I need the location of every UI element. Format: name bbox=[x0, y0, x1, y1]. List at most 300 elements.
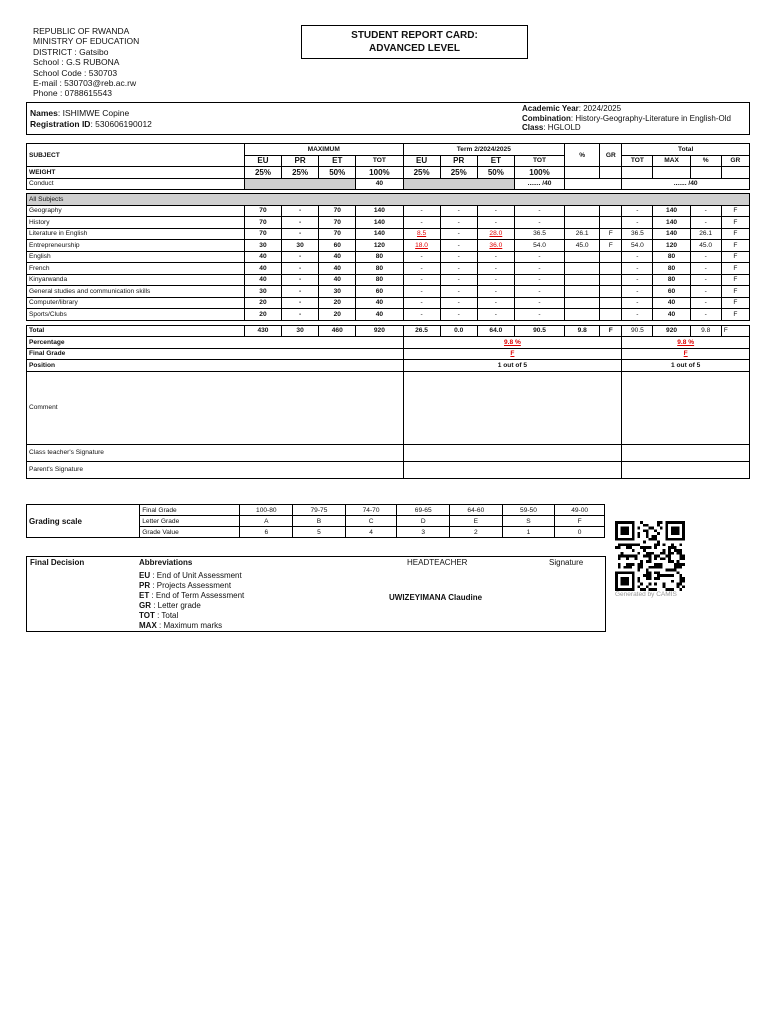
term-et bbox=[477, 240, 514, 252]
abbreviation-key: PR bbox=[139, 581, 151, 590]
max-eu: 30 bbox=[244, 240, 281, 252]
grading-row-name: Final Grade bbox=[140, 505, 240, 516]
term-gr: F bbox=[600, 228, 622, 240]
total-gr: F bbox=[721, 325, 749, 337]
term-tot: - bbox=[514, 309, 564, 321]
max-tot: 80 bbox=[356, 263, 403, 275]
term-et: - bbox=[477, 251, 514, 263]
max-et: 70 bbox=[319, 217, 356, 229]
title-line-2: ADVANCED LEVEL bbox=[369, 43, 460, 54]
subject-name: English bbox=[27, 251, 245, 263]
term-gr bbox=[600, 274, 622, 286]
total-tot: - bbox=[622, 274, 653, 286]
term-eu: - bbox=[403, 263, 440, 275]
header-line: MINISTRY OF EDUCATION bbox=[33, 36, 140, 47]
abbreviation-item bbox=[139, 621, 244, 631]
term-et: - bbox=[477, 286, 514, 298]
total-header: Total bbox=[622, 144, 750, 156]
term-pr: - bbox=[440, 240, 477, 252]
total-max: 920 bbox=[653, 325, 690, 337]
headteacher-name: UWIZEYIMANA Claudine bbox=[389, 593, 483, 602]
subject-name: Sports/Clubs bbox=[27, 309, 245, 321]
all-subjects-band: All Subjects bbox=[27, 194, 750, 206]
total-tot-header: TOT bbox=[622, 155, 653, 167]
abbreviation-key: EU bbox=[139, 571, 151, 580]
max-et: 40 bbox=[319, 274, 356, 286]
term-tot: - bbox=[514, 205, 564, 217]
abbreviation-key: MAX bbox=[139, 621, 157, 630]
headteacher-label: HEADTEACHER bbox=[407, 558, 468, 567]
subject-name: History bbox=[27, 217, 245, 229]
term-gr bbox=[600, 286, 622, 298]
combination: : History-Geography-Literature in English-Old bbox=[570, 113, 731, 123]
term-eu: - bbox=[403, 286, 440, 298]
total-gr: F bbox=[721, 240, 749, 252]
max-eu: 20 bbox=[244, 297, 281, 309]
grading-value: 2 bbox=[450, 527, 503, 538]
max-tot: 120 bbox=[356, 240, 403, 252]
total-gr: F bbox=[721, 286, 749, 298]
term-pr: - bbox=[440, 263, 477, 275]
abbreviation-key: TOT bbox=[139, 611, 155, 620]
max-et: 30 bbox=[319, 286, 356, 298]
total-max: 140 bbox=[653, 217, 690, 229]
total-pct: 9.8 bbox=[690, 325, 721, 337]
term-pr: - bbox=[440, 274, 477, 286]
max-tot: 140 bbox=[356, 217, 403, 229]
term-pr: - bbox=[440, 217, 477, 229]
subject-row bbox=[27, 251, 750, 263]
grading-value: 69-65 bbox=[397, 505, 450, 516]
term-et: - bbox=[477, 274, 514, 286]
parent-signature-label: Parent's Signature bbox=[27, 461, 404, 478]
total-max: 80 bbox=[653, 274, 690, 286]
overall-final-grade: F bbox=[683, 350, 688, 358]
subject-row bbox=[27, 286, 750, 298]
grading-value: D bbox=[397, 516, 450, 527]
col-tot: TOT bbox=[514, 155, 564, 167]
grading-row-name: Grade Value bbox=[140, 527, 240, 538]
abbreviation-meaning: : End of Term Assessment bbox=[149, 591, 245, 600]
total-max: 40 bbox=[653, 297, 690, 309]
term-pct bbox=[565, 251, 600, 263]
max-eu: 20 bbox=[244, 309, 281, 321]
grading-value: 3 bbox=[397, 527, 450, 538]
term-et: - bbox=[477, 205, 514, 217]
subject-name: Computer/library bbox=[27, 297, 245, 309]
header-line: School : G.S RUBONA bbox=[33, 57, 120, 68]
total-term-tot: 90.5 bbox=[514, 325, 564, 337]
max-et: 40 bbox=[319, 251, 356, 263]
grading-value: 1 bbox=[502, 527, 555, 538]
max-et: 20 bbox=[319, 297, 356, 309]
grading-row bbox=[27, 505, 605, 516]
max-pr: - bbox=[282, 297, 319, 309]
subject-row bbox=[27, 205, 750, 217]
max-tot: 40 bbox=[356, 297, 403, 309]
max-tot: 140 bbox=[356, 228, 403, 240]
term-tot: - bbox=[514, 263, 564, 275]
total-pct: 45.0 bbox=[690, 240, 721, 252]
abbreviations-list bbox=[139, 571, 244, 631]
total-max-header: MAX bbox=[653, 155, 690, 167]
school-header bbox=[33, 26, 139, 99]
total-gr: F bbox=[721, 263, 749, 275]
header-line: School Code : 530703 bbox=[33, 67, 118, 78]
abbreviation-meaning: : Letter grade bbox=[151, 601, 201, 610]
total-gr: F bbox=[721, 228, 749, 240]
term-pct: 45.0 bbox=[565, 240, 600, 252]
term-pct bbox=[565, 309, 600, 321]
abbreviation-item bbox=[139, 591, 244, 601]
max-eu: 70 bbox=[244, 228, 281, 240]
grading-value: F bbox=[555, 516, 605, 527]
max-pr: - bbox=[282, 251, 319, 263]
subject-row bbox=[27, 217, 750, 229]
term-gr bbox=[600, 297, 622, 309]
total-term-pct: 9.8 bbox=[565, 325, 600, 337]
grading-value: A bbox=[240, 516, 293, 527]
grading-value: B bbox=[293, 516, 346, 527]
col-pr: PR bbox=[282, 155, 319, 167]
term-eu: - bbox=[403, 251, 440, 263]
weight-value: 25% bbox=[244, 167, 281, 179]
term-percentage: 9.8 % bbox=[503, 338, 521, 346]
weight-value: 25% bbox=[403, 167, 440, 179]
grading-value: 79-75 bbox=[293, 505, 346, 516]
term-pct bbox=[565, 286, 600, 298]
col-eu: EU bbox=[403, 155, 440, 167]
subject-name: Entrepreneurship bbox=[27, 240, 245, 252]
weight-value: 25% bbox=[282, 167, 319, 179]
max-eu: 70 bbox=[244, 205, 281, 217]
total-term-pr: 0.0 bbox=[440, 325, 477, 337]
abbreviation-item bbox=[139, 611, 244, 621]
term-pct bbox=[565, 263, 600, 275]
marks-table bbox=[26, 143, 750, 479]
total-label: Total bbox=[27, 325, 245, 337]
term-gr-header: GR bbox=[600, 144, 622, 167]
subject-row bbox=[27, 309, 750, 321]
term-pct bbox=[565, 274, 600, 286]
total-gr: F bbox=[721, 205, 749, 217]
max-et: 70 bbox=[319, 228, 356, 240]
academic-year: : 2024/2025 bbox=[578, 104, 622, 113]
total-pct: 26.1 bbox=[690, 228, 721, 240]
total-tot: - bbox=[622, 217, 653, 229]
col-pr: PR bbox=[440, 155, 477, 167]
abbreviation-item bbox=[139, 571, 244, 581]
term-eu bbox=[403, 240, 440, 252]
col-et: ET bbox=[477, 155, 514, 167]
grading-value: 64-60 bbox=[450, 505, 503, 516]
total-tot: - bbox=[622, 251, 653, 263]
highlighted-mark: 28.0 bbox=[489, 230, 503, 238]
total-pct: - bbox=[690, 286, 721, 298]
total-pct: - bbox=[690, 251, 721, 263]
term-pr: - bbox=[440, 251, 477, 263]
weight-value: 50% bbox=[477, 167, 514, 179]
max-et: 20 bbox=[319, 309, 356, 321]
reg-label: Registration ID bbox=[30, 119, 91, 129]
subject-name: Geography bbox=[27, 205, 245, 217]
class-label: Class bbox=[522, 123, 544, 133]
teacher-signature-label: Class teacher's Signature bbox=[27, 444, 404, 461]
subject-header: SUBJECT bbox=[27, 144, 245, 167]
registration-id: : 530606190012 bbox=[90, 119, 152, 129]
term-tot: - bbox=[514, 251, 564, 263]
abbreviation-key: ET bbox=[139, 591, 150, 600]
term-pct: 26.1 bbox=[565, 228, 600, 240]
total-gr: F bbox=[721, 309, 749, 321]
comment-label: Comment bbox=[27, 371, 404, 444]
total-pct: - bbox=[690, 205, 721, 217]
final-grade-label: Final Grade bbox=[27, 348, 404, 360]
total-pct: - bbox=[690, 263, 721, 275]
term-et bbox=[477, 228, 514, 240]
grading-value: 6 bbox=[240, 527, 293, 538]
term-eu: - bbox=[403, 205, 440, 217]
term-gr: F bbox=[600, 240, 622, 252]
subject-name: Kinyarwanda bbox=[27, 274, 245, 286]
term-pr: - bbox=[440, 228, 477, 240]
total-max: 140 bbox=[653, 205, 690, 217]
abbreviations-title: Abbreviations bbox=[139, 558, 193, 567]
class-name: : HGLOLD bbox=[543, 123, 581, 133]
total-max-eu: 430 bbox=[244, 325, 281, 337]
abbreviation-meaning: : End of Unit Assessment bbox=[150, 571, 242, 580]
subject-name: General studies and communication skills bbox=[27, 286, 245, 298]
term-eu: - bbox=[403, 309, 440, 321]
max-pr: - bbox=[282, 205, 319, 217]
max-eu: 40 bbox=[244, 263, 281, 275]
max-tot: 140 bbox=[356, 205, 403, 217]
total-pct: - bbox=[690, 274, 721, 286]
grading-value: 59-50 bbox=[502, 505, 555, 516]
signature-label: Signature bbox=[549, 558, 584, 567]
percentage-label: Percentage bbox=[27, 337, 404, 349]
year-label: Academic Year bbox=[522, 104, 579, 113]
total-tot: - bbox=[622, 286, 653, 298]
term-pct bbox=[565, 217, 600, 229]
subject-row bbox=[27, 263, 750, 275]
total-gr: F bbox=[721, 217, 749, 229]
subjects-body bbox=[27, 205, 750, 320]
max-et: 40 bbox=[319, 263, 356, 275]
conduct-label: Conduct bbox=[27, 178, 245, 190]
term-header: Term 2/2024/2025 bbox=[403, 144, 565, 156]
subject-name: French bbox=[27, 263, 245, 275]
grading-scale-label: Grading scale bbox=[27, 505, 140, 538]
grading-value: 4 bbox=[345, 527, 397, 538]
grading-value: 74-70 bbox=[345, 505, 397, 516]
grading-value: 5 bbox=[293, 527, 346, 538]
col-eu: EU bbox=[244, 155, 281, 167]
term-gr bbox=[600, 217, 622, 229]
max-pr: - bbox=[282, 274, 319, 286]
abbreviation-item bbox=[139, 581, 244, 591]
generated-by: Generated by CAMIS bbox=[615, 591, 677, 598]
grading-scale-table bbox=[26, 504, 605, 538]
max-tot: 80 bbox=[356, 274, 403, 286]
term-pr: - bbox=[440, 297, 477, 309]
header-line: DISTRICT : Gatsibo bbox=[33, 46, 109, 57]
term-tot: 36.5 bbox=[514, 228, 564, 240]
total-term-gr: F bbox=[600, 325, 622, 337]
abbreviation-item bbox=[139, 601, 244, 611]
final-decision-label: Final Decision bbox=[30, 558, 85, 567]
term-gr bbox=[600, 263, 622, 275]
grading-row-name: Letter Grade bbox=[140, 516, 240, 527]
col-tot: TOT bbox=[356, 155, 403, 167]
term-pr: - bbox=[440, 205, 477, 217]
subject-row bbox=[27, 240, 750, 252]
overall-position: 1 out of 5 bbox=[622, 360, 750, 372]
term-eu: - bbox=[403, 274, 440, 286]
max-tot: 80 bbox=[356, 251, 403, 263]
position-label: Position bbox=[27, 360, 404, 372]
term-comment bbox=[403, 371, 622, 444]
total-tot: - bbox=[622, 309, 653, 321]
max-pr: 30 bbox=[282, 240, 319, 252]
total-pct: - bbox=[690, 309, 721, 321]
max-tot: 60 bbox=[356, 286, 403, 298]
final-decision-box bbox=[26, 556, 606, 632]
total-tot: 54.0 bbox=[622, 240, 653, 252]
highlighted-mark: 8.5 bbox=[416, 230, 427, 238]
total-gr: F bbox=[721, 274, 749, 286]
grading-value: S bbox=[502, 516, 555, 527]
grading-value: 0 bbox=[555, 527, 605, 538]
term-eu bbox=[403, 228, 440, 240]
term-tot: - bbox=[514, 286, 564, 298]
total-max: 140 bbox=[653, 228, 690, 240]
term-tot: 54.0 bbox=[514, 240, 564, 252]
subject-row bbox=[27, 297, 750, 309]
highlighted-mark: 36.0 bbox=[489, 241, 503, 249]
max-et: 70 bbox=[319, 205, 356, 217]
term-tot: - bbox=[514, 297, 564, 309]
total-pct: - bbox=[690, 217, 721, 229]
max-eu: 30 bbox=[244, 286, 281, 298]
total-max: 80 bbox=[653, 263, 690, 275]
overall-percentage: 9.8 % bbox=[677, 338, 695, 346]
term-et: - bbox=[477, 263, 514, 275]
term-position: 1 out of 5 bbox=[403, 360, 622, 372]
term-eu: - bbox=[403, 297, 440, 309]
term-pct-header: % bbox=[565, 144, 600, 167]
max-et: 60 bbox=[319, 240, 356, 252]
weight-value: 100% bbox=[514, 167, 564, 179]
max-pr: - bbox=[282, 228, 319, 240]
max-tot: 40 bbox=[356, 309, 403, 321]
term-pr: - bbox=[440, 309, 477, 321]
max-pr: - bbox=[282, 309, 319, 321]
total-tot: - bbox=[622, 297, 653, 309]
student-name: : ISHIMWE Copine bbox=[57, 108, 130, 118]
total-tot: - bbox=[622, 205, 653, 217]
total-gr: F bbox=[721, 251, 749, 263]
abbreviation-key: GR bbox=[139, 601, 151, 610]
subject-row bbox=[27, 274, 750, 286]
student-info-box bbox=[26, 102, 750, 135]
total-term-eu: 26.5 bbox=[403, 325, 440, 337]
total-tot: - bbox=[622, 263, 653, 275]
term-eu: - bbox=[403, 217, 440, 229]
total-max: 40 bbox=[653, 309, 690, 321]
conduct-max: 40 bbox=[356, 178, 403, 190]
overall-comment bbox=[622, 371, 750, 444]
max-pr: - bbox=[282, 217, 319, 229]
conduct-term: ....... /40 bbox=[514, 178, 564, 190]
weight-value: 50% bbox=[319, 167, 356, 179]
term-gr bbox=[600, 205, 622, 217]
subject-row bbox=[27, 228, 750, 240]
total-gr: F bbox=[721, 297, 749, 309]
term-gr bbox=[600, 309, 622, 321]
total-max: 80 bbox=[653, 251, 690, 263]
total-pct-header: % bbox=[690, 155, 721, 167]
total-gr-header: GR bbox=[721, 155, 749, 167]
term-et: - bbox=[477, 309, 514, 321]
abbreviation-meaning: : Projects Assessment bbox=[150, 581, 232, 590]
qr-code-icon bbox=[615, 521, 685, 591]
max-pr: - bbox=[282, 286, 319, 298]
total-max-et: 460 bbox=[319, 325, 356, 337]
weight-label: WEIGHT bbox=[27, 167, 245, 179]
term-tot: - bbox=[514, 274, 564, 286]
report-title bbox=[301, 25, 528, 59]
header-line: Phone : 0788615543 bbox=[33, 88, 112, 99]
term-et: - bbox=[477, 217, 514, 229]
total-term-et: 64.0 bbox=[477, 325, 514, 337]
term-gr bbox=[600, 251, 622, 263]
total-pct: - bbox=[690, 297, 721, 309]
names-label: Names bbox=[30, 108, 58, 118]
max-eu: 40 bbox=[244, 274, 281, 286]
total-tot: 36.5 bbox=[622, 228, 653, 240]
header-line: REPUBLIC OF RWANDA bbox=[33, 26, 130, 36]
term-pr: - bbox=[440, 286, 477, 298]
term-pct bbox=[565, 297, 600, 309]
title-line-1: STUDENT REPORT CARD: bbox=[351, 30, 478, 41]
weight-value: 25% bbox=[440, 167, 477, 179]
abbreviation-meaning: : Total bbox=[154, 611, 179, 620]
total-max-pr: 30 bbox=[282, 325, 319, 337]
total-max-tot: 920 bbox=[356, 325, 403, 337]
grading-value: C bbox=[345, 516, 397, 527]
header-line: E-mail : 530703@reb.ac.rw bbox=[33, 78, 137, 89]
term-et: - bbox=[477, 297, 514, 309]
grading-value: E bbox=[450, 516, 503, 527]
grading-value: 49-00 bbox=[555, 505, 605, 516]
term-tot: - bbox=[514, 217, 564, 229]
col-et: ET bbox=[319, 155, 356, 167]
total-max: 120 bbox=[653, 240, 690, 252]
term-final-grade: F bbox=[510, 350, 515, 358]
abbreviation-meaning: : Maximum marks bbox=[156, 621, 223, 630]
conduct-total: ....... /40 bbox=[622, 178, 750, 190]
total-tot: 90.5 bbox=[622, 325, 653, 337]
total-max: 60 bbox=[653, 286, 690, 298]
max-eu: 70 bbox=[244, 217, 281, 229]
highlighted-mark: 18.0 bbox=[415, 241, 428, 249]
grading-value: 100-80 bbox=[240, 505, 293, 516]
combination-label: Combination bbox=[522, 113, 571, 123]
max-pr: - bbox=[282, 263, 319, 275]
weight-value: 100% bbox=[356, 167, 403, 179]
max-eu: 40 bbox=[244, 251, 281, 263]
